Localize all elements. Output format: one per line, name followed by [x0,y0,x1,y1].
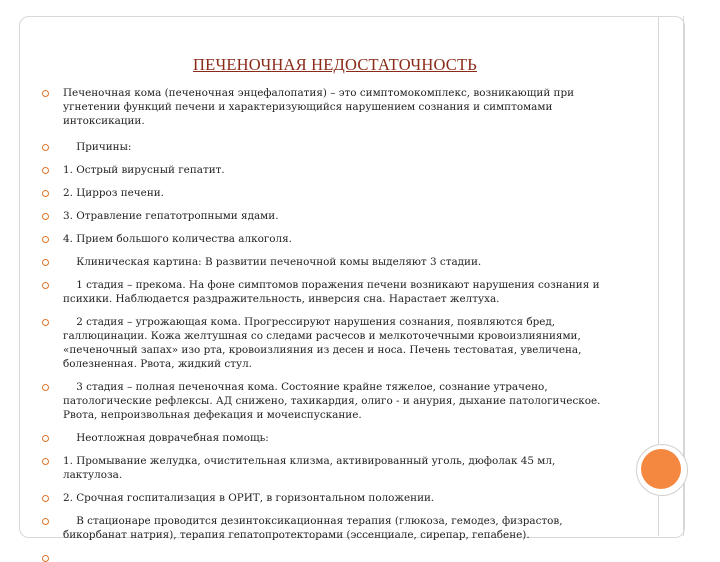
bullet-icon [42,384,49,391]
bullet-icon [42,518,49,525]
list-item: 1 стадия – прекома. На фоне симптомов поражения печени возникают нарушения сознания и психики. Наблюдается раздражительность, инверсия сна. Нарастает желтуха. [42,278,602,306]
bullet-icon [42,259,49,266]
list-item: 4. Прием большого количества алкоголя. [42,232,602,246]
list-item: 2 стадия – угрожающая кома. Прогрессируют нарушения сознания, появляются бред, галлюцинации. Кожа желтушная со следами расчесов и мелкоточечными кровоизлияниями, «печеночный запах» изо рта, кровоизлияния из десен и носа. Печень тестоватая, увеличена, болезненная. Рвота, жидкий стул. [42,315,602,371]
slide-title: ПЕЧЕНОЧНАЯ НЕДОСТАТОЧНОСТЬ [193,55,477,74]
list-item: Причины: [42,140,602,154]
bullet-icon [42,236,49,243]
bullet-icon [42,319,49,326]
list-item: Клиническая картина: В развитии печеночной комы выделяют 3 стадии. [42,255,602,269]
decorative-orange-circle [641,449,681,489]
bullet-icon [42,190,49,197]
bullet-list [42,86,602,551]
bullet-icon [42,213,49,220]
list-item: 2. Цирроз печени. [42,186,602,200]
bullet-icon [42,555,49,562]
list-item: 1. Острый вирусный гепатит. [42,163,602,177]
list-item: Неотложная доврачебная помощь: [42,431,602,445]
bullet-icon [42,435,49,442]
list-item: 1. Промывание желудка, очистительная клизма, активированный уголь, дюфолак 45 мл, лактулоза. [42,454,602,482]
list-item: 2. Срочная госпитализация в ОРИТ, в горизонтальном положении. [42,491,602,505]
list-item: 3 стадия – полная печеночная кома. Состояние крайне тяжелое, сознание утрачено, патологические рефлексы. АД снижено, тахикардия, олиго - и анурия, дыхание патологическое. Рвота, непроизвольная дефекация и мочеиспускание. [42,380,602,422]
bullet-icon [42,495,49,502]
bullet-icon [42,167,49,174]
bullet-icon [42,458,49,465]
bullet-icon [42,144,49,151]
list-item: В стационаре проводится дезинтоксикационная терапия (глюкоза, гемодез, физрастов, бикорбанат натрия), терапия гепатопротекторами (эссенциале, сирепар, гепабене). [42,514,602,542]
list-item: Печеночная кома (печеночная энцефалопатия) – это симптомокомплекс, возникающий при угнетении функций печени и характеризующийся нарушением сознания и симптомами интоксикации. [42,86,602,128]
list-item: 3. Отравление гепатотропными ядами. [42,209,602,223]
bullet-icon [42,282,49,289]
bullet-icon [42,90,49,97]
